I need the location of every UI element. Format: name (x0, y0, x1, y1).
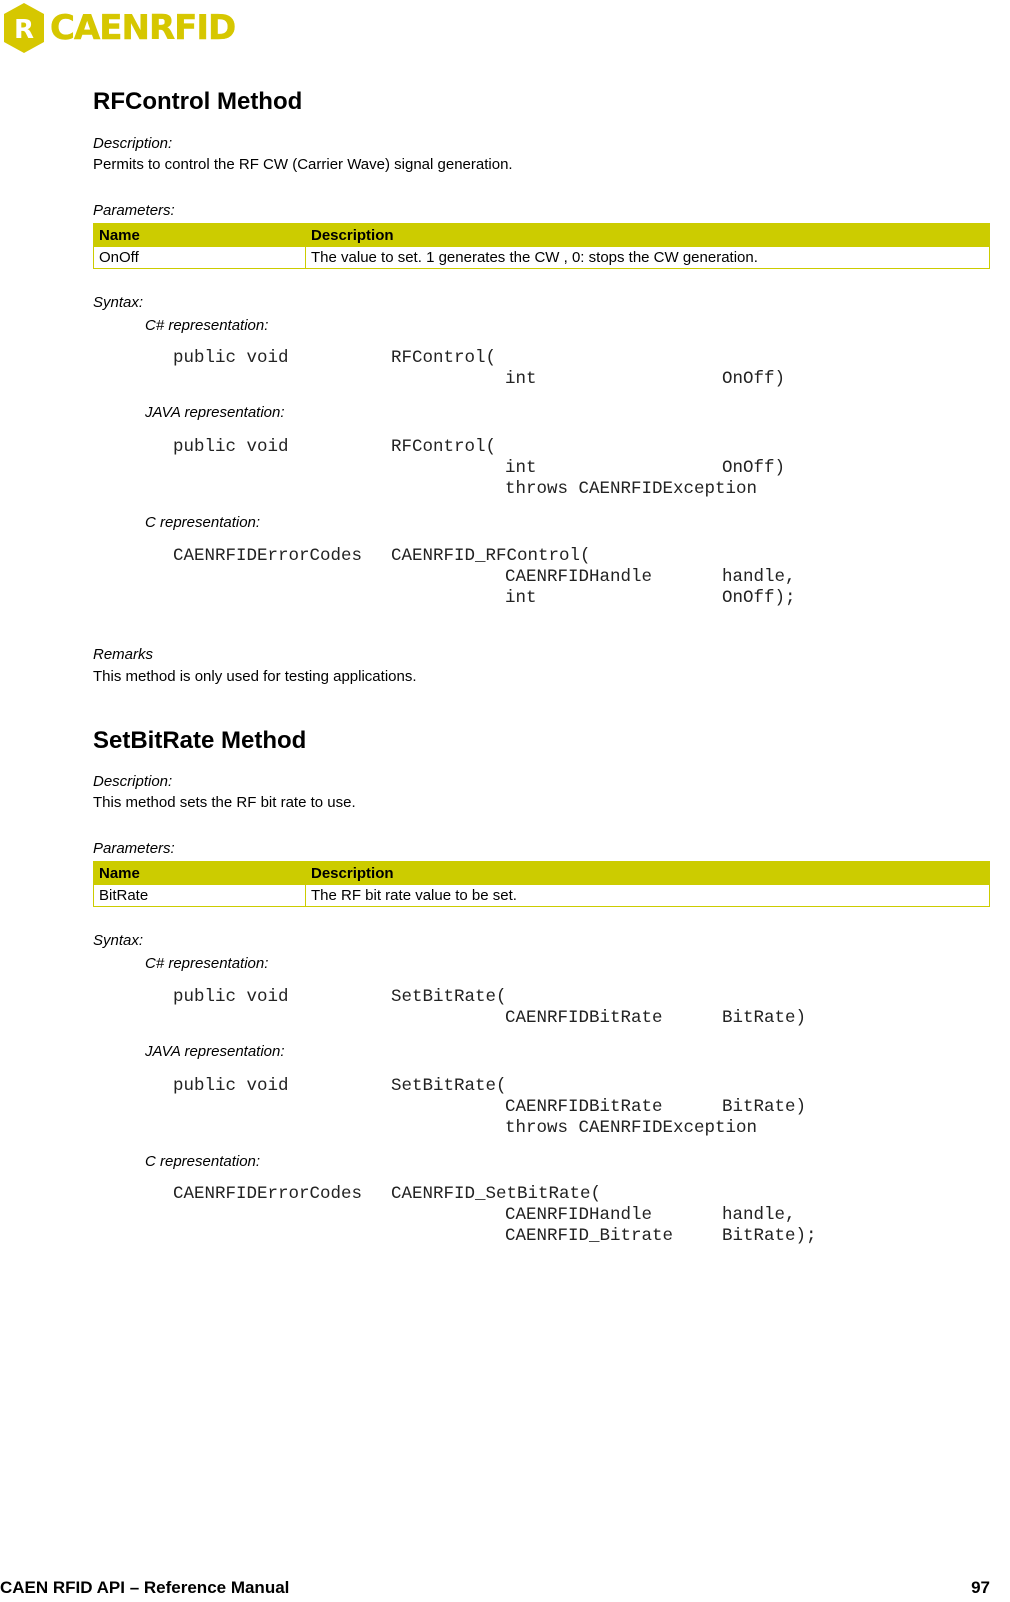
table-row (94, 885, 990, 907)
code-method-name: CAENRFID_SetBitRate( (391, 1184, 602, 1204)
svg-text:R: R (13, 15, 35, 45)
code-param-name: OnOff) (722, 458, 786, 478)
table-row (94, 247, 990, 269)
code-param-name: OnOff); (722, 588, 796, 608)
code-param-name: OnOff) (722, 369, 786, 389)
c-label: C representation: (145, 1153, 261, 1170)
code-param-name: BitRate) (722, 1097, 807, 1117)
code-throws: throws CAENRFIDException (505, 479, 758, 499)
param-name: BitRate (94, 885, 306, 907)
code-param-type: CAENRFID_Bitrate (505, 1226, 674, 1246)
code-return-type: public void (173, 348, 289, 368)
description-text: Permits to control the RF CW (Carrier Wave) signal generation. (93, 156, 513, 173)
code-param-type: CAENRFIDBitRate (505, 1097, 663, 1117)
section-title: RFControl Method (93, 88, 303, 115)
table-header-description: Description (306, 862, 990, 885)
table-header-row (94, 862, 990, 885)
code-method-name: CAENRFID_RFControl( (391, 546, 591, 566)
code-param-type: CAENRFIDHandle (505, 1205, 653, 1225)
code-return-type: public void (173, 1076, 289, 1096)
description-text: This method sets the RF bit rate to use. (93, 794, 356, 811)
code-param-type: CAENRFIDBitRate (505, 1008, 663, 1028)
code-throws: throws CAENRFIDException (505, 1118, 758, 1138)
csharp-label: C# representation: (145, 317, 269, 334)
code-param-name: handle, (722, 567, 796, 587)
code-return-type: public void (173, 987, 289, 1007)
code-param-type: CAENRFIDHandle (505, 567, 653, 587)
table-header-name: Name (94, 224, 306, 247)
java-label: JAVA representation: (145, 1043, 285, 1060)
footer-title: CAEN RFID API – Reference Manual (0, 1578, 290, 1597)
syntax-label: Syntax: (93, 932, 144, 949)
page-number: 97 (971, 1578, 990, 1597)
parameters-table (93, 861, 990, 907)
code-param-name: BitRate); (722, 1226, 817, 1246)
code-param-type: int (505, 458, 537, 478)
code-param-type: int (505, 588, 537, 608)
table-header-description: Description (306, 224, 990, 247)
code-return-type: public void (173, 437, 289, 457)
parameters-label: Parameters: (93, 840, 175, 857)
code-return-type: CAENRFIDErrorCodes (173, 1184, 363, 1204)
csharp-label: C# representation: (145, 955, 269, 972)
company-logo (2, 2, 235, 54)
description-label: Description: (93, 135, 173, 152)
code-param-name: BitRate) (722, 1008, 807, 1028)
param-name: OnOff (94, 247, 306, 269)
section-title: SetBitRate Method (93, 727, 307, 754)
caen-logo-icon (2, 2, 46, 54)
code-method-name: RFControl( (391, 348, 497, 368)
code-param-type: int (505, 369, 537, 389)
logo-wordmark: CAENRFID (50, 8, 236, 48)
table-header-name: Name (94, 862, 306, 885)
code-param-name: handle, (722, 1205, 796, 1225)
param-description: The value to set. 1 generates the CW , 0: stops the CW generation. (306, 247, 990, 269)
description-label: Description: (93, 773, 173, 790)
code-method-name: RFControl( (391, 437, 497, 457)
syntax-label: Syntax: (93, 294, 144, 311)
code-method-name: SetBitRate( (391, 987, 507, 1007)
code-return-type: CAENRFIDErrorCodes (173, 546, 363, 566)
java-label: JAVA representation: (145, 404, 285, 421)
c-label: C representation: (145, 514, 261, 531)
parameters-table (93, 223, 990, 269)
param-description: The RF bit rate value to be set. (306, 885, 990, 907)
table-header-row (94, 224, 990, 247)
code-method-name: SetBitRate( (391, 1076, 507, 1096)
parameters-label: Parameters: (93, 202, 175, 219)
remarks-text: This method is only used for testing applications. (93, 668, 417, 685)
remarks-label: Remarks (93, 646, 154, 663)
